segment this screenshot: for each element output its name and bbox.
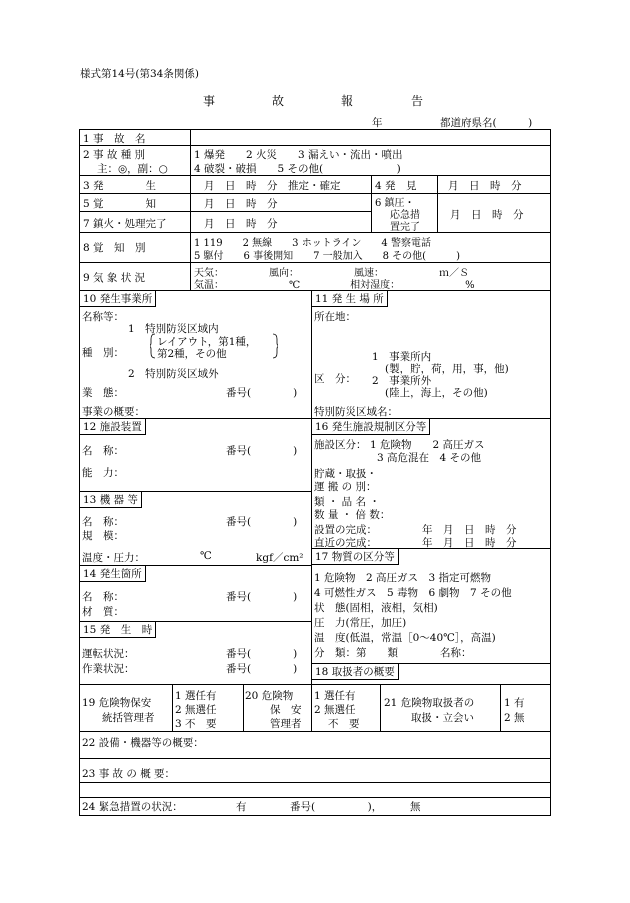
s20-opt3[interactable]: 不 要 [328, 718, 360, 730]
s17-line3[interactable]: 状 態(固相，液相，気相) [314, 602, 438, 614]
s14-name-label: 名 称： [82, 591, 124, 603]
notice-type-options-1[interactable]: 1 119 2 無線 3 ホットライン 4 警察電話 [194, 238, 431, 249]
s12-name-label: 名 称： [82, 445, 124, 457]
form-left-rule-tail [79, 797, 80, 816]
s21-opt1[interactable]: 1 有 [504, 697, 525, 709]
section12-title: 12 施設装置 [79, 419, 146, 435]
s15-work-number[interactable]: 番号( ) [226, 663, 298, 675]
s19-label-1: 19 危険物保安 [82, 697, 152, 709]
s19-opt1[interactable]: 1 選任有 [175, 690, 217, 702]
discovery-time-field[interactable]: 月 日 時 分 [448, 180, 522, 192]
section16-title: 16 発生施設規制区分等 [311, 419, 430, 435]
notice-time-field[interactable]: 月 日 時 分 [204, 198, 278, 210]
s19-opt2[interactable]: 2 無選任 [175, 704, 217, 716]
s16-class-line1[interactable]: 1 危険物 2 高圧ガス [370, 439, 485, 451]
accident-type-options-2[interactable]: 4 破裂・破損 5 その他( ) [194, 163, 401, 175]
s10-type-label: 種 別： [82, 347, 124, 359]
s11-opt2-sub[interactable]: (陸上，海上，その他) [385, 387, 488, 399]
s24-no-option[interactable]: 無 [410, 801, 421, 813]
s13-scale-label: 規 模： [82, 530, 124, 542]
s16-kind-label-1: 類 ・ 品 名 ・ [314, 496, 380, 508]
s14-number[interactable]: 番号( ) [226, 591, 298, 603]
weather-line-1[interactable]: 天気： 風向： 風速： ｍ／Ｓ [194, 268, 469, 279]
row4-label: 4 発 見 [375, 180, 417, 192]
s22-label: 22 設備・機器等の概要： [82, 737, 204, 749]
s10-type-opt1[interactable]: レイアウト，第1種， [157, 336, 257, 348]
section17-title: 17 物質の区分等 [311, 549, 399, 565]
s13-temp-unit: ℃ [200, 550, 212, 562]
row1-label: 1 事 故 名 [83, 133, 146, 145]
prefecture-label: 都道府県名( ) [440, 117, 533, 129]
s11-area-label: 区 分： [314, 373, 356, 385]
s16-completed-label: 設置の完成： [314, 524, 377, 536]
s14-material-label: 材 質： [82, 606, 124, 618]
s16-class-line2[interactable]: 3 高危混在 4 その他 [377, 452, 482, 464]
form-number: 様式第14号(第34条関係) [80, 68, 199, 80]
suppression-time-field[interactable]: 月 日 時 分 [450, 209, 524, 221]
s16-store-label-1: 貯蔵・取扱・ [314, 468, 377, 480]
form-bottom-rule [79, 815, 551, 816]
s20-label-3: 管理者 [270, 718, 302, 730]
accident-type-options-1[interactable]: 1 爆発 2 火災 3 漏えい・流出・噴出 [194, 149, 403, 161]
row2-label: 2 事 故 種 別 [83, 149, 146, 161]
row5-label: 5 覚 知 [83, 198, 157, 210]
row6-label-2: 応急措 [390, 210, 420, 221]
s16-class-label: 施設区分： [314, 439, 367, 451]
s19-label-2: 統括管理者 [102, 712, 155, 724]
s17-line4[interactable]: 圧 力(常圧，加圧) [314, 617, 407, 629]
s11-opt1[interactable]: 1 事業所内 [372, 351, 432, 363]
s17-line2[interactable]: 4 可燃性ガス 5 毒物 6 劇物 7 その他 [314, 587, 512, 599]
s21-label-2: 取扱・立会い [411, 712, 474, 724]
s16-recent-label: 直近の完成： [314, 537, 377, 549]
s17-line5[interactable]: 温 度(低温，常温［0〜40℃］，高温) [314, 632, 496, 644]
row2-label-sub: 主：◎，副：○ [97, 163, 168, 175]
title-char-1: 事 [203, 94, 216, 108]
s16-kind-label-2: 数 量 ・ 倍 数： [314, 509, 391, 521]
title-char-3: 報 [341, 94, 354, 108]
weather-line-2[interactable]: 気温： ℃ 相対湿度： % [194, 280, 475, 291]
s10-inside-option[interactable]: 1 特別防災区域内 [128, 323, 219, 335]
s10-name-label: 名称等： [82, 311, 124, 323]
section15-title: 15 発 生 時 [79, 622, 156, 638]
s19-opt3[interactable]: 3 不 要 [175, 718, 217, 730]
s21-label-1: 21 危険物取扱者の [384, 697, 475, 709]
s12-number[interactable]: 番号( ) [226, 445, 298, 457]
section18-title: 18 取扱者の概要 [311, 664, 399, 680]
section13-title: 13 機 器 等 [79, 492, 142, 508]
s24-number[interactable]: 番号( )， [290, 801, 383, 813]
title-char-2: 故 [272, 94, 285, 108]
accident-name-field[interactable] [192, 131, 549, 144]
s16-recent-date[interactable]: 年 月 日 時 分 [422, 537, 517, 549]
s13-name-label: 名 称： [82, 516, 124, 528]
s11-zone-label: 特別防災区域名： [314, 406, 398, 418]
s11-opt1-sub[interactable]: (製，貯，荷，用，事，他) [385, 363, 509, 375]
notice-type-options-2[interactable]: 5 駆付 6 事後開知 7 一般加入 8 その他( ) [194, 251, 460, 262]
row6-label-3: 置完了 [390, 222, 420, 233]
s20-label-2: 保 安 [270, 704, 302, 716]
row7-label: 7 鎮火・処理完了 [83, 218, 167, 230]
s23-label: 23 事 故 の 概 要： [82, 768, 176, 780]
s11-opt2[interactable]: 2 事業所外 [372, 375, 432, 387]
s10-type-opt2[interactable]: 第2種，その他 [157, 348, 227, 360]
s24-label: 24 緊急措置の状況： [82, 801, 183, 813]
s15-operation-number[interactable]: 番号( ) [226, 648, 298, 660]
s20-opt1[interactable]: 1 選任有 [314, 690, 356, 702]
s15-operation-label: 運転状況： [82, 648, 135, 660]
section11-title: 11 発 生 場 所 [311, 291, 388, 307]
row9-label: 9 気 象 状 況 [83, 272, 146, 284]
s10-summary-label: 事業の概要： [82, 406, 145, 418]
s16-store-label-2: 運 搬 の 別： [314, 481, 377, 493]
s10-number[interactable]: 番号( ) [226, 387, 298, 399]
s15-work-label: 作業状況： [82, 663, 135, 675]
s20-opt2[interactable]: 2 無選任 [314, 704, 356, 716]
s17-line1[interactable]: 1 危険物 2 高圧ガス 3 指定可燃物 [314, 572, 492, 584]
s10-business-label: 業 態： [82, 387, 124, 399]
s21-opt2[interactable]: 2 無 [504, 712, 525, 724]
s13-temp-label: 温度・圧力： [82, 552, 145, 564]
s13-pressure-unit: kgf／cm² [256, 552, 304, 564]
s24-yes-option[interactable]: 有 [236, 801, 247, 813]
s17-line6[interactable]: 分 類：第 類 名称： [314, 647, 472, 659]
occurrence-time-field[interactable]: 月 日 時 分 推定・確定 [204, 180, 341, 192]
form-right-rule-tail [550, 797, 551, 816]
s16-completed-date[interactable]: 年 月 日 時 分 [422, 524, 517, 536]
title-char-4: 告 [411, 94, 424, 108]
s20-label-1: 20 危険物 [245, 690, 294, 702]
year-label: 年 [372, 117, 383, 129]
extinguish-time-field[interactable]: 月 日 時 分 [204, 218, 278, 230]
row3-label: 3 発 生 [83, 180, 157, 192]
s10-outside-option[interactable]: 2 特別防災区域外 [128, 368, 219, 380]
section14-title: 14 発生箇所 [79, 566, 146, 582]
s13-number[interactable]: 番号( ) [226, 516, 298, 528]
s12-capacity-label: 能 力： [82, 467, 124, 479]
s11-location-label: 所在地： [314, 311, 356, 323]
row8-label: 8 覚 知 別 [83, 242, 146, 254]
section10-title: 10 発生事業所 [79, 291, 156, 307]
row6-label-1: 6 鎮圧・ [375, 198, 415, 209]
